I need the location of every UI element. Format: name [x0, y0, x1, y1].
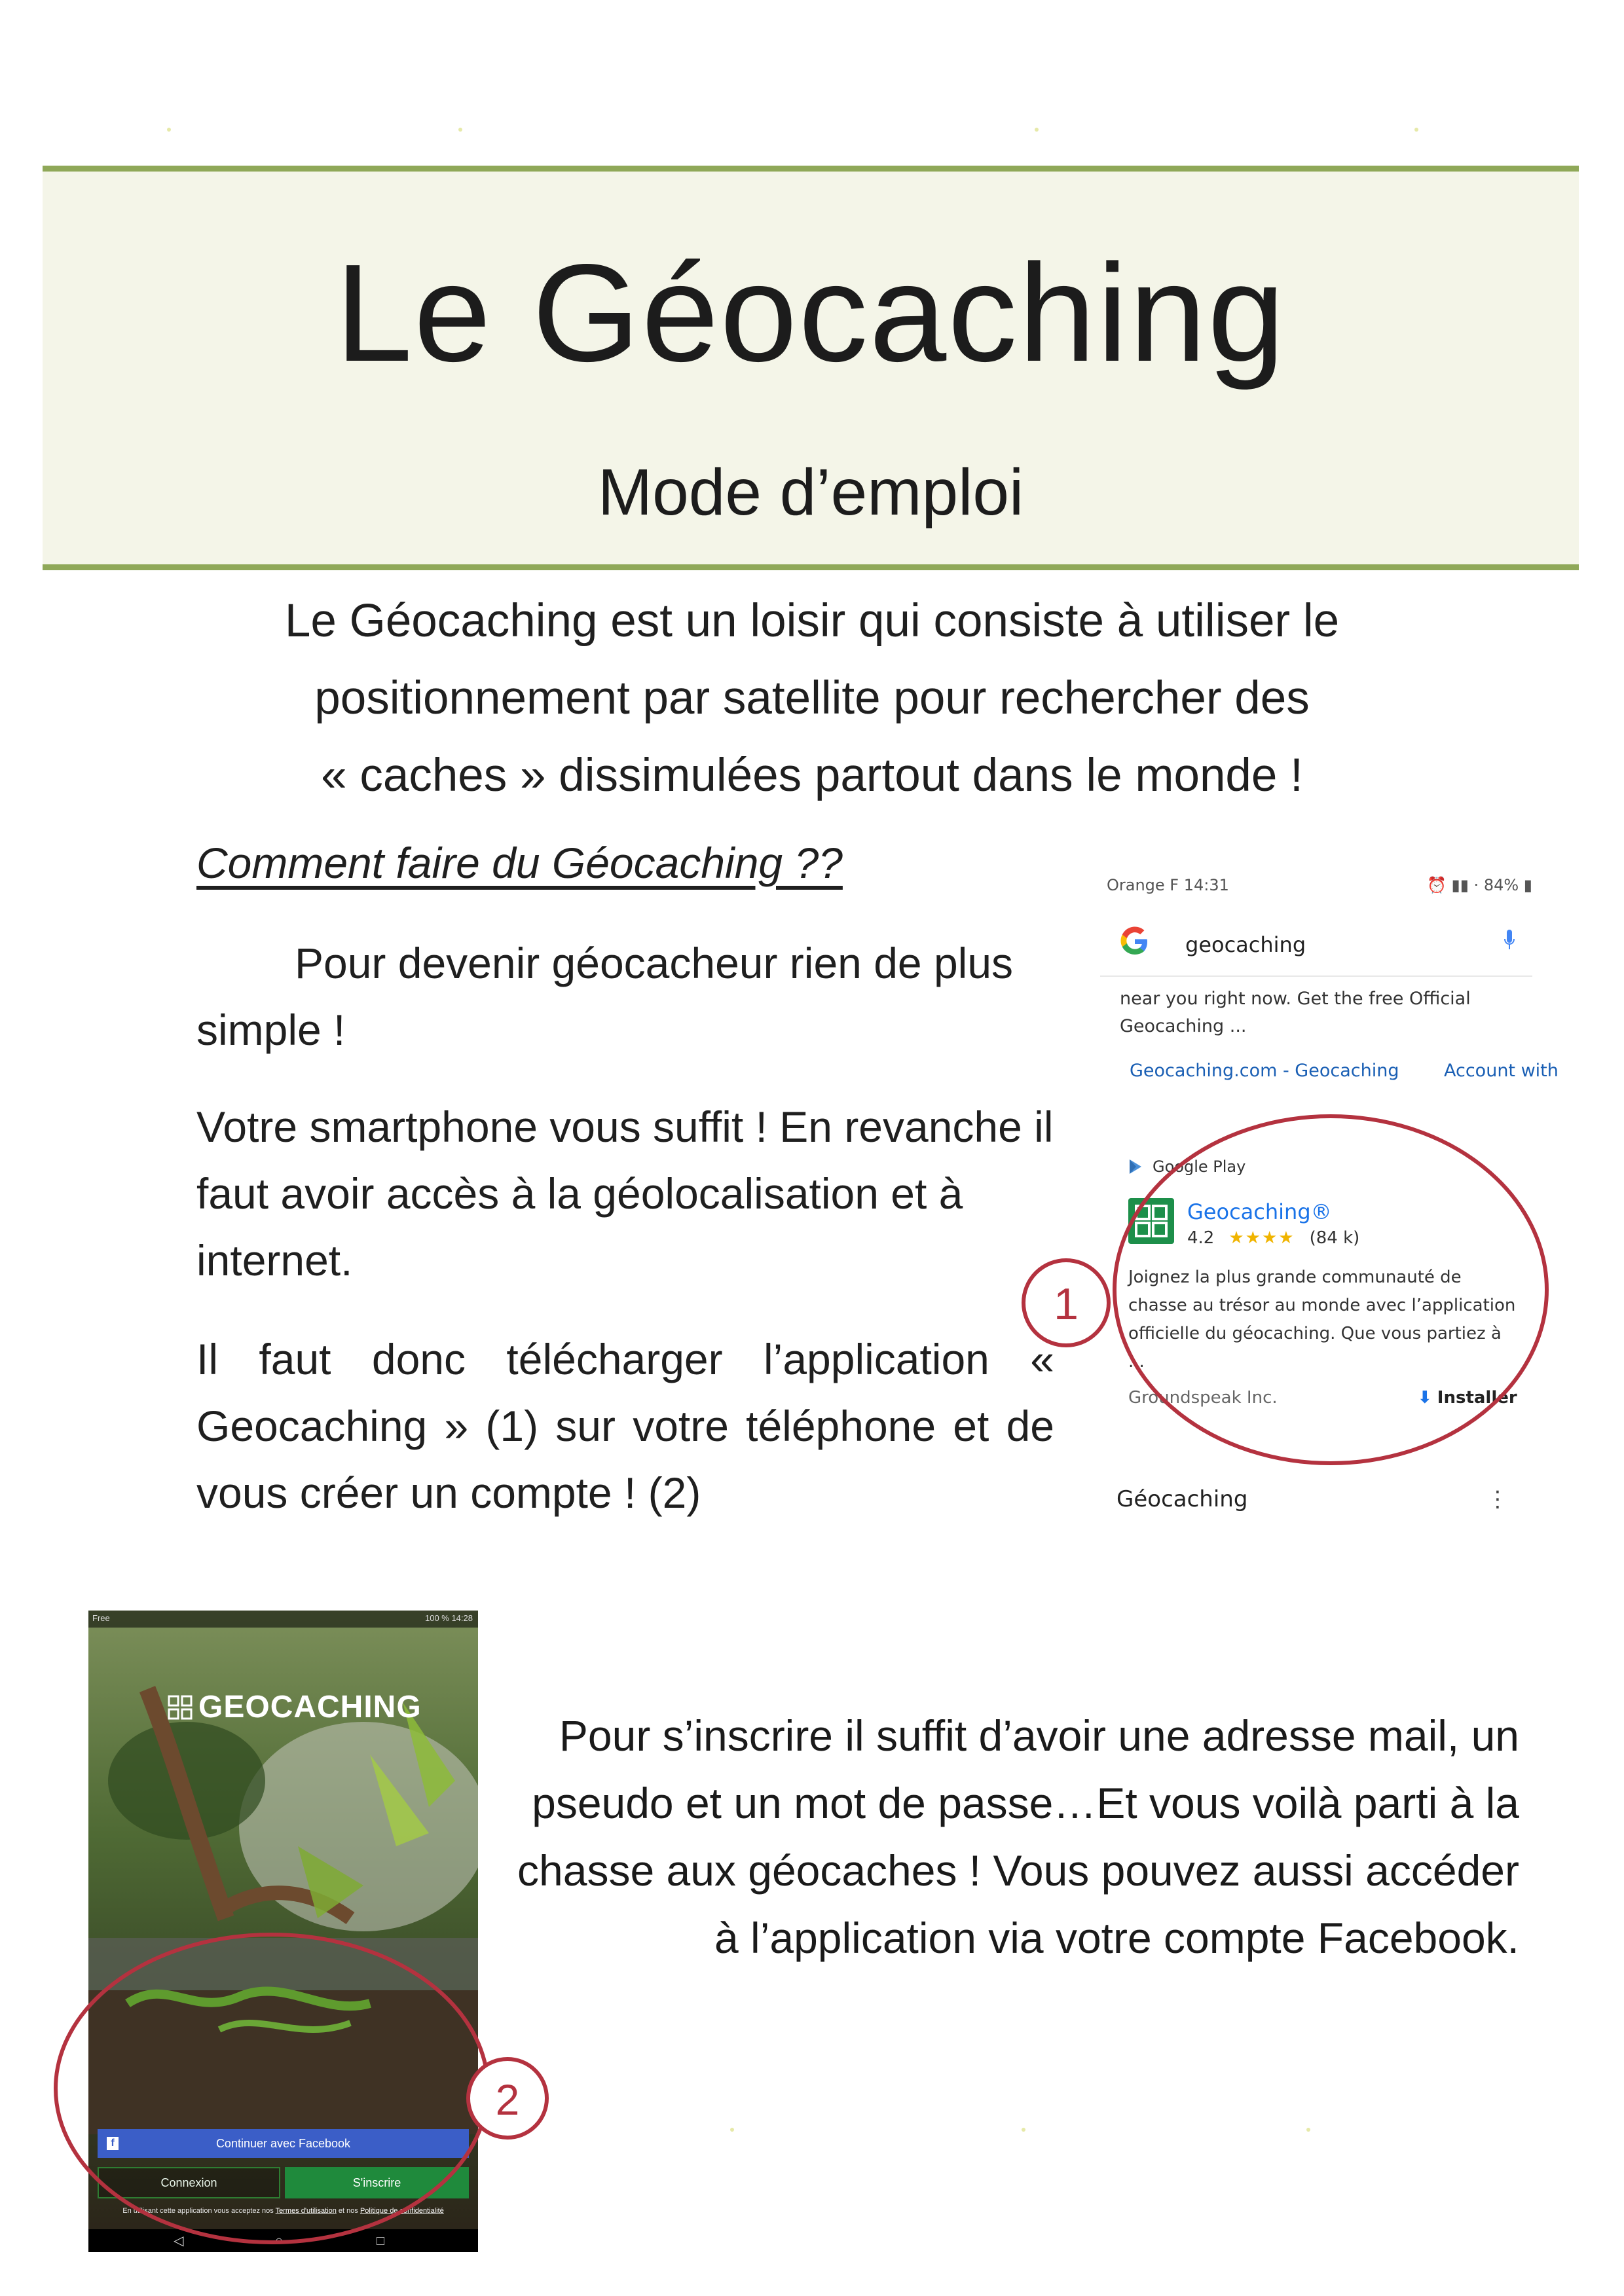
search-box[interactable] — [1100, 910, 1532, 977]
review-count: (84 k) — [1309, 1228, 1360, 1248]
title-banner — [43, 166, 1579, 570]
app-status-battery: 100 % 14:28 — [424, 1613, 473, 1623]
callout-1-ellipse — [1115, 1116, 1547, 1463]
decorative-dot — [1306, 2128, 1310, 2132]
recent-apps-icon[interactable]: □ — [377, 2234, 385, 2248]
decorative-dot — [1035, 128, 1039, 132]
app-description: Joignez la plus grande communauté de chasse au trésor au monde avec l’application officielle du géocaching. Que vous partiez à ... — [1128, 1267, 1516, 1372]
decorative-dot — [458, 128, 462, 132]
rating-stars: ★★★★ — [1228, 1228, 1295, 1248]
search-query-text: geocaching — [1185, 932, 1306, 957]
page-subtitle: Mode d’emploi — [597, 456, 1024, 529]
result-link-account[interactable]: Account with — [1444, 1061, 1559, 1081]
paragraph-become-geocacher — [196, 930, 1061, 1063]
facebook-icon: f — [107, 2137, 119, 2150]
intro-line: Le Géocaching est un loisir qui consiste à utiliser le — [284, 595, 1340, 647]
footer-title: Géocaching — [1116, 1486, 1248, 1512]
home-icon[interactable]: ○ — [275, 2234, 284, 2248]
callout-2-overlay — [26, 1886, 550, 2265]
callout-1-number: 1 — [1054, 1279, 1079, 1329]
privacy-policy-link[interactable]: Politique de confidentialité — [360, 2207, 444, 2215]
google-g-icon — [1118, 923, 1151, 967]
callout-1-overlay — [1008, 1093, 1572, 1512]
page-title: Le Géocaching — [335, 235, 1287, 390]
rating-value: 4.2 — [1187, 1228, 1215, 1248]
paragraph-text: pseudo et un mot de passe…Et vous voilà parti à la — [532, 1779, 1519, 1827]
intro-paragraph — [196, 583, 1428, 814]
decorative-dot — [730, 2128, 734, 2132]
status-battery: ⏰ ▮▮ · 84% ▮ — [1427, 876, 1532, 894]
terms-and-text: et nos — [338, 2207, 358, 2215]
store-label: Google Play — [1153, 1157, 1246, 1176]
more-options-icon[interactable]: ⋮ — [1486, 1486, 1509, 1512]
search-result-snippet — [1120, 985, 1526, 1040]
paragraph-text: Pour devenir géocacheur rien de plus — [295, 939, 1014, 987]
decorative-dot — [167, 128, 171, 132]
back-icon[interactable]: ◁ — [174, 2234, 184, 2248]
app-name[interactable]: Geocaching® — [1187, 1199, 1332, 1224]
geocaching-logo-icon — [167, 1694, 193, 1721]
paragraph-signup — [511, 1702, 1519, 1972]
paragraph-text: chasse aux géocaches ! Vous pouvez aussi accéder — [517, 1846, 1519, 1895]
paragraph-text: Pour s’inscrire il suffit d’avoir une adresse mail, un — [559, 1711, 1519, 1760]
intro-line: « caches » dissimulées partout dans le monde ! — [321, 750, 1303, 801]
decorative-dot — [1414, 128, 1418, 132]
app-publisher: Groundspeak Inc. — [1128, 1388, 1278, 1408]
paragraph-smartphone: Votre smartphone vous suffit ! En revanche il faut avoir accès à la géolocalisation et à internet. — [196, 1102, 1054, 1285]
intro-line: positionnement par satellite pour rechercher des — [314, 672, 1310, 724]
snippet-line: near you right now. Get the free Official — [1120, 989, 1471, 1009]
battery-level: 84% — [1483, 876, 1519, 894]
install-label: Installer — [1437, 1388, 1517, 1408]
snippet-line: Geocaching ... — [1120, 1016, 1247, 1036]
geocaching-logo-text: GEOCACHING — [198, 1690, 422, 1724]
terms-text: En utilisant cette application vous acceptez nos — [122, 2207, 274, 2215]
paragraph-text: à l’application via votre compte Facebook. — [714, 1914, 1519, 1962]
paragraph-download-app: Il faut donc télécharger l’application « Geocaching » (1) sur votre téléphone et de vous créer un compte ! (2) — [196, 1335, 1054, 1517]
microphone-icon[interactable] — [1504, 928, 1515, 955]
callout-2-ellipse — [56, 1935, 488, 2242]
terms-of-use-link[interactable]: Termes d'utilisation — [275, 2207, 337, 2215]
paragraph-text: simple ! — [196, 1006, 346, 1054]
decorative-dot — [1022, 2128, 1025, 2132]
status-carrier-time: Orange F 14:31 — [1107, 876, 1229, 894]
app-status-carrier: Free — [92, 1613, 110, 1623]
app-status-bar — [88, 1611, 478, 1628]
download-icon: ⬇ — [1418, 1388, 1432, 1408]
callout-2-number: 2 — [495, 2075, 520, 2124]
result-link-geocaching[interactable]: Geocaching.com - Geocaching — [1130, 1061, 1399, 1081]
signup-button[interactable]: S'inscrire — [285, 2167, 469, 2198]
facebook-button-label: Continuer avec Facebook — [215, 2137, 351, 2150]
signal-icon: ⏰ ▮▮ · — [1427, 876, 1484, 894]
section-heading: Comment faire du Géocaching ?? — [196, 839, 843, 887]
login-button[interactable]: Connexion — [98, 2167, 280, 2198]
